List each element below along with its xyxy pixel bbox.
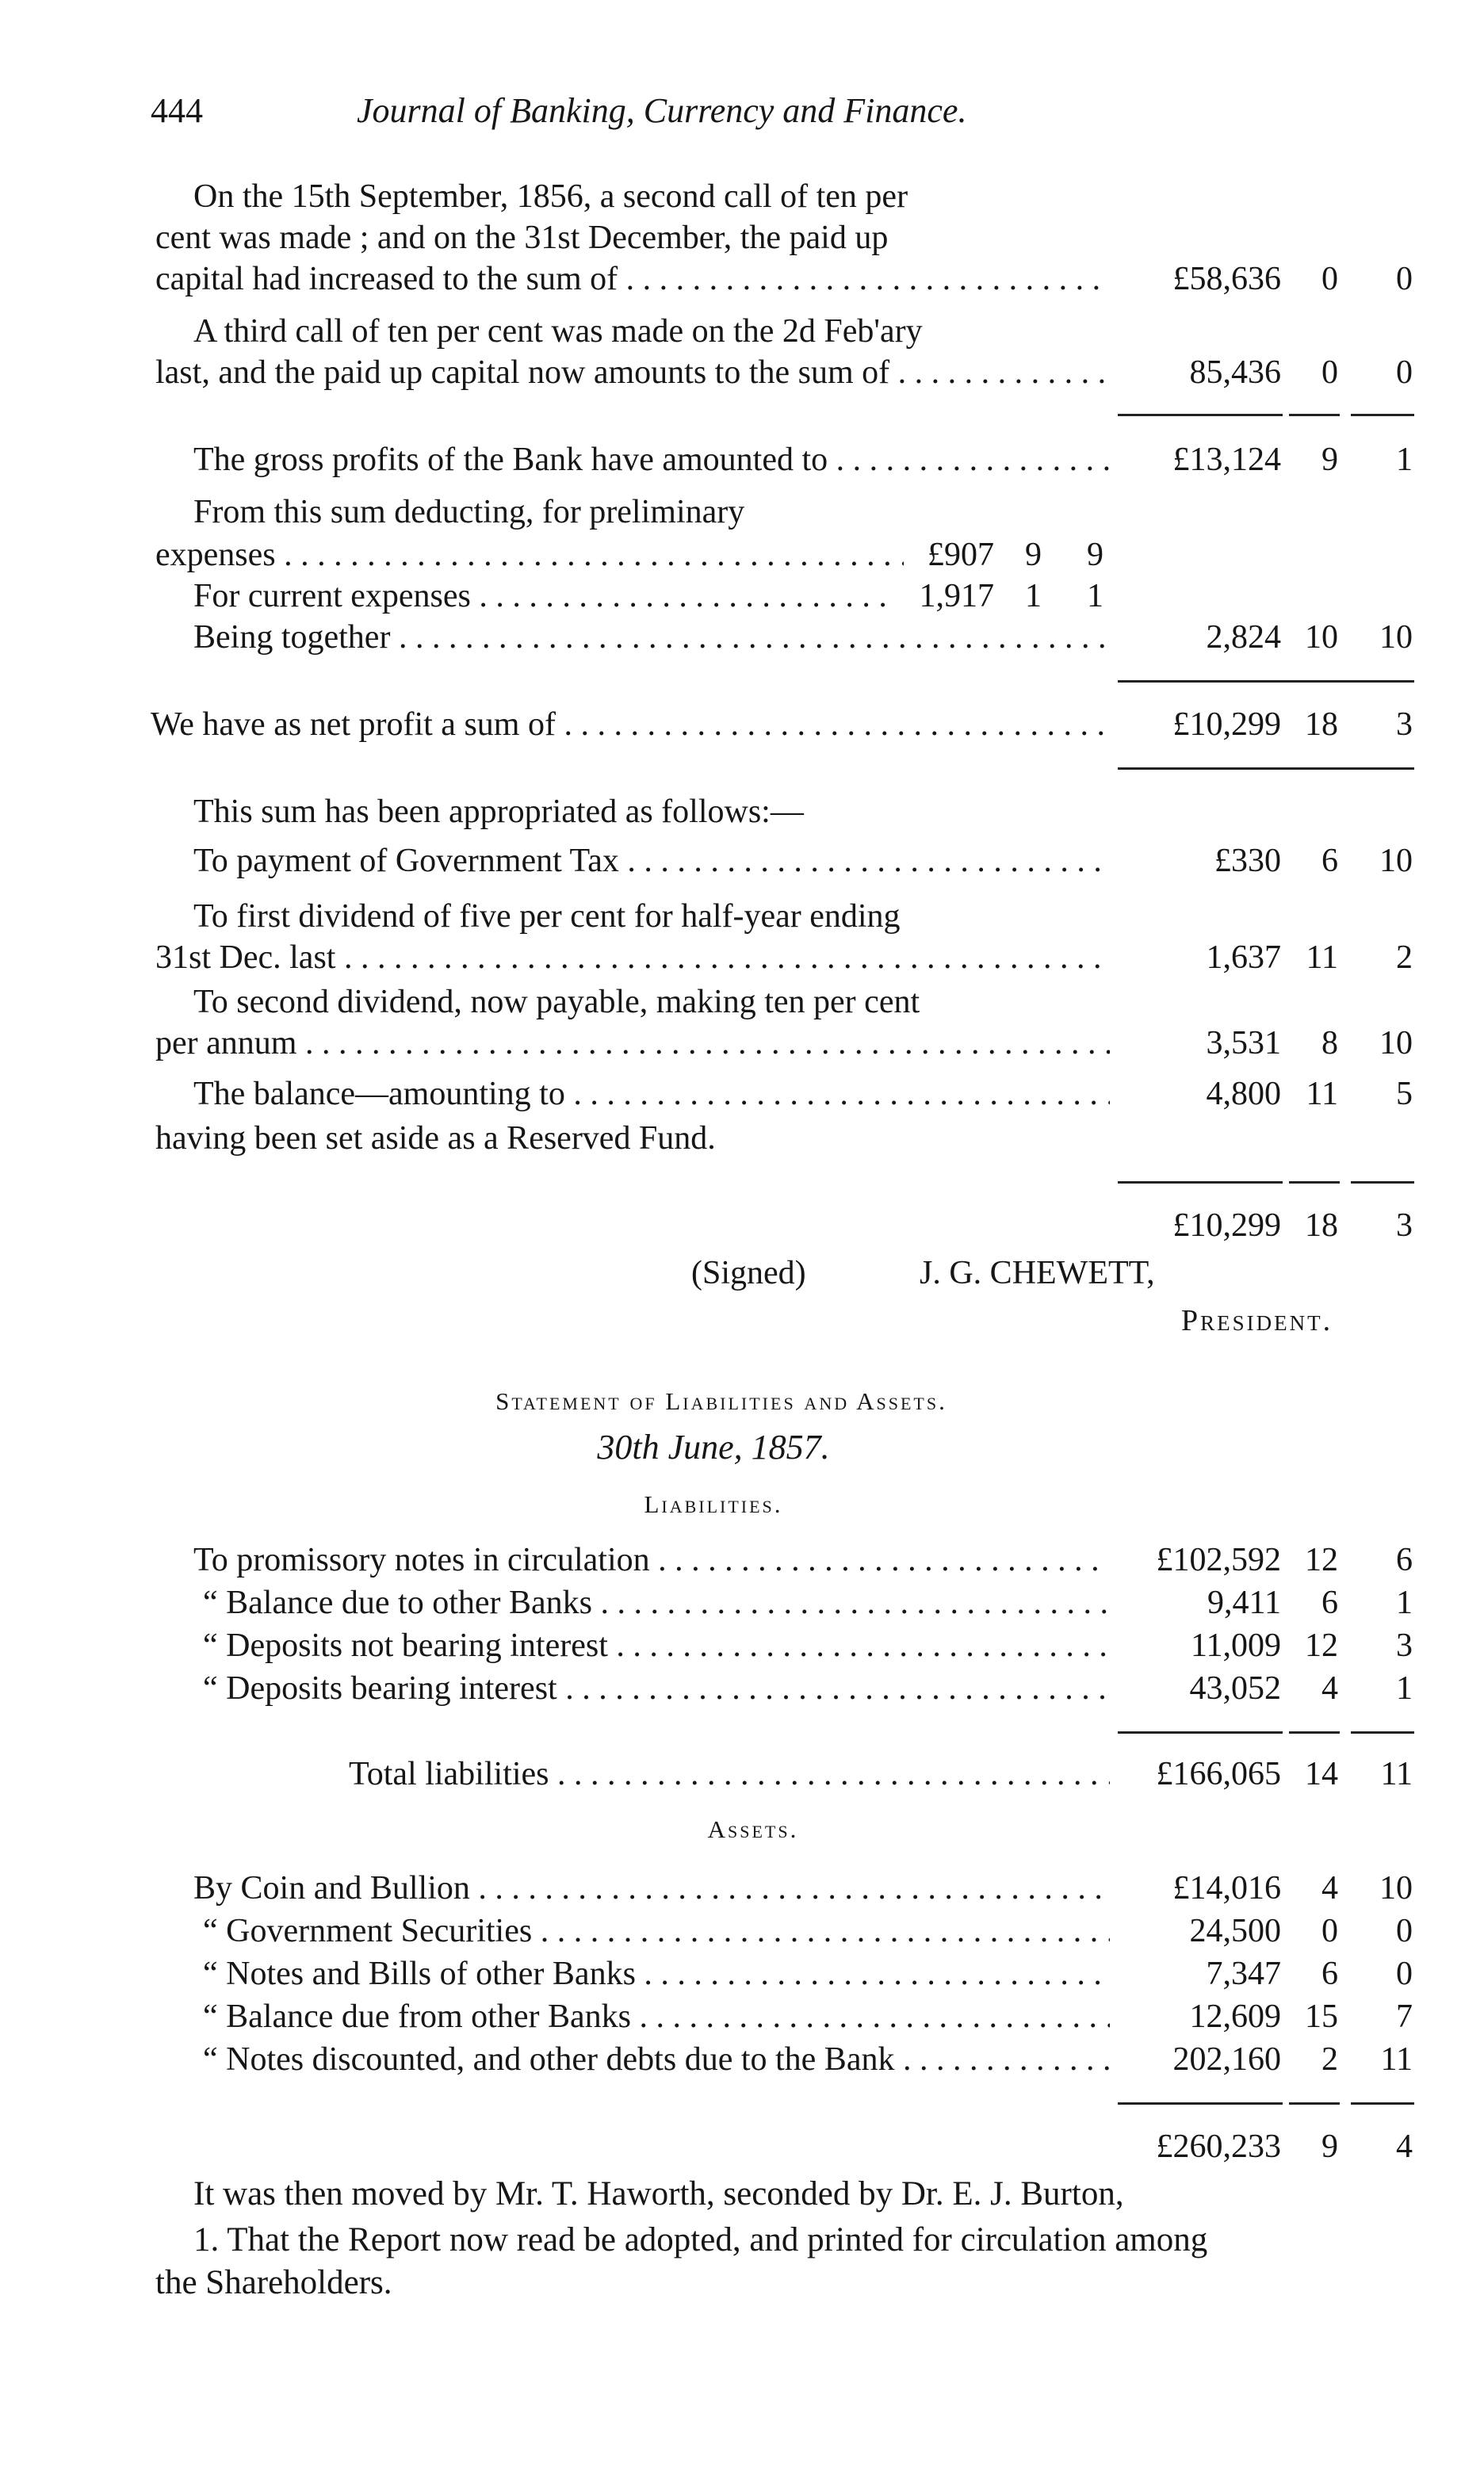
rule (1118, 414, 1283, 416)
liability-row-pence: 6 (1396, 1542, 1413, 1578)
assets-heading: Assets. (707, 1815, 799, 1843)
total-liabilities-shillings: 14 (1305, 1756, 1338, 1792)
asset-row-pounds: 24,500 (1189, 1913, 1281, 1949)
liability-row-label: To promissory notes in circulation . . . (193, 1538, 1110, 1582)
total-liabilities-pence: 11 (1380, 1756, 1413, 1792)
asset-row-label: “ Notes and Bills of other Banks . . . (203, 1952, 1110, 1996)
capital-amount-2-pence: 0 (1396, 354, 1413, 391)
gross-profits-pounds: £13,124 (1172, 442, 1281, 478)
net-profit-pence: 3 (1396, 706, 1413, 743)
being-together-pence: 10 (1379, 619, 1413, 656)
gross-profits-pence: 1 (1396, 442, 1413, 478)
tax-pence: 10 (1379, 843, 1413, 879)
liability-row-shillings: 6 (1321, 1585, 1338, 1621)
gross-profits-line: The gross profits of the Bank have amounted to . . . (193, 438, 1110, 482)
liability-row-shillings: 12 (1305, 1627, 1338, 1664)
total-liabilities-line: Total liabilities . . . (349, 1752, 1110, 1796)
total-liabilities-pounds: £166,065 (1156, 1756, 1281, 1792)
running-title: Journal of Banking, Currency and Finance. (357, 91, 967, 130)
current-expenses-pounds: 1,917 (919, 578, 994, 614)
capital-amount-2-shillings: 0 (1321, 354, 1338, 391)
balance-pence: 5 (1396, 1076, 1413, 1112)
net-profit-pounds: £10,299 (1172, 706, 1281, 743)
asset-row-pence: 0 (1396, 1913, 1413, 1949)
liability-row-pounds: 43,052 (1189, 1670, 1281, 1707)
motion-line: It was then moved by Mr. T. Haworth, seconded by Dr. E. J. Burton, (193, 2175, 1124, 2213)
asset-row-pence: 11 (1380, 2041, 1413, 2078)
asset-row-pence: 10 (1379, 1870, 1413, 1907)
first-dividend-pence: 2 (1396, 939, 1413, 976)
asset-row-label: By Coin and Bullion . . . (193, 1866, 1110, 1910)
appropriation-total-pounds: £10,299 (1172, 1207, 1281, 1244)
liability-row-pounds: 9,411 (1207, 1585, 1281, 1621)
resolution-line-1: 1. That the Report now read be adopted, and printed for circulation among (193, 2221, 1208, 2258)
rule (1351, 1181, 1414, 1184)
net-profit-line: We have as net profit a sum of . . . (151, 702, 1110, 747)
asset-row-pence: 7 (1396, 1998, 1413, 2035)
asset-row-label: “ Balance due from other Banks . . . (203, 1995, 1110, 2039)
total-assets-pence: 4 (1396, 2128, 1413, 2165)
liability-row-label: “ Deposits not bearing interest . . . (203, 1624, 1110, 1668)
rule (1118, 680, 1414, 683)
liability-row-shillings: 4 (1321, 1670, 1338, 1707)
asset-row-pounds: 7,347 (1206, 1956, 1281, 1992)
rule (1351, 1731, 1414, 1734)
tax-shillings: 6 (1321, 843, 1338, 879)
capital-line-4: A third call of ten per cent was made on the 2d Feb'ary (193, 313, 923, 350)
asset-row-shillings: 0 (1321, 1913, 1338, 1949)
asset-row-label: “ Government Securities . . . (203, 1909, 1110, 1953)
rule (1289, 414, 1340, 416)
asset-row-pounds: 12,609 (1189, 1998, 1281, 2035)
liability-row-pence: 1 (1396, 1670, 1413, 1707)
being-together-pounds: 2,824 (1206, 619, 1281, 656)
asset-row-pounds: 202,160 (1172, 2041, 1281, 2078)
rule (1118, 1731, 1283, 1734)
capital-amount-1-pounds: £58,636 (1172, 261, 1281, 297)
asset-row-pounds: £14,016 (1172, 1870, 1281, 1907)
first-dividend-line-2: 31st Dec. last . . . (155, 935, 1110, 980)
asset-row-shillings: 6 (1321, 1956, 1338, 1992)
second-dividend-line-1: To second dividend, now payable, making ten per cent (193, 984, 920, 1020)
second-dividend-pence: 10 (1379, 1025, 1413, 1061)
balance-pounds: 4,800 (1206, 1076, 1281, 1112)
total-assets-shillings: 9 (1321, 2128, 1338, 2165)
appropriation-intro: This sum has been appropriated as follows:— (193, 794, 804, 830)
asset-row-pence: 0 (1396, 1956, 1413, 1992)
capital-line-2: cent was made ; and on the 31st December, the paid up (155, 220, 889, 256)
first-dividend-line-1: To first dividend of five per cent for half-year ending (193, 898, 901, 935)
appropriation-total-shillings: 18 (1305, 1207, 1338, 1244)
asset-row-shillings: 2 (1321, 2041, 1338, 2078)
liability-row-label: “ Deposits bearing interest . . . (203, 1666, 1110, 1711)
rule (1289, 1181, 1340, 1184)
current-expenses-pence: 1 (1087, 578, 1103, 614)
balance-line: The balance—amounting to . . . (193, 1072, 1110, 1116)
liability-row-label: “ Balance due to other Banks . . . (203, 1581, 1110, 1625)
second-dividend-shillings: 8 (1321, 1025, 1338, 1061)
signatory-name: J. G. CHEWETT, (920, 1255, 1155, 1291)
reserve-line: having been set aside as a Reserved Fund. (155, 1120, 716, 1157)
appropriation-total-pence: 3 (1396, 1207, 1413, 1244)
rule (1289, 2102, 1340, 2105)
second-dividend-line-2: per annum . . . (155, 1021, 1110, 1065)
deduct-line: From this sum deducting, for preliminary (193, 494, 745, 530)
liability-row-pence: 3 (1396, 1627, 1413, 1664)
liability-row-pounds: 11,009 (1191, 1627, 1281, 1664)
gross-profits-shillings: 9 (1321, 442, 1338, 478)
rule (1118, 1181, 1283, 1184)
rule (1351, 414, 1414, 416)
current-expenses-line: For current expenses . . . (193, 574, 891, 618)
rule (1118, 767, 1414, 770)
first-dividend-shillings: 11 (1306, 939, 1338, 976)
rule (1289, 1731, 1340, 1734)
liability-row-pence: 1 (1396, 1585, 1413, 1621)
asset-row-label: “ Notes discounted, and other debts due to the Bank . . . (203, 2037, 1110, 2082)
liability-row-shillings: 12 (1305, 1542, 1338, 1578)
capital-line-1: On the 15th September, 1856, a second call of ten per (193, 178, 908, 215)
capital-line-5: last, and the paid up capital now amounts to the sum of . . . (155, 350, 1110, 395)
capital-amount-1-shillings: 0 (1321, 261, 1338, 297)
prelim-expenses-pence: 9 (1087, 537, 1103, 573)
statement-date: 30th June, 1857. (597, 1428, 830, 1467)
capital-line-3: capital had increased to the sum of . . . (155, 257, 1110, 301)
tax-pounds: £330 (1214, 843, 1281, 879)
total-assets-pounds: £260,233 (1156, 2128, 1281, 2165)
tax-line: To payment of Government Tax . . . (193, 839, 1110, 883)
asset-row-shillings: 4 (1321, 1870, 1338, 1907)
statement-heading: Statement of Liabilities and Assets. (495, 1387, 947, 1415)
being-together-line: Being together . . . (193, 615, 1110, 660)
capital-amount-2-pounds: 85,436 (1189, 354, 1281, 391)
prelim-expenses-pounds: £907 (928, 537, 994, 573)
current-expenses-shillings: 1 (1025, 578, 1042, 614)
liabilities-heading: Liabilities. (644, 1490, 783, 1518)
asset-row-shillings: 15 (1305, 1998, 1338, 2035)
balance-shillings: 11 (1306, 1076, 1338, 1112)
second-dividend-pounds: 3,531 (1206, 1025, 1281, 1061)
net-profit-shillings: 18 (1305, 706, 1338, 743)
rule (1118, 2102, 1283, 2105)
capital-amount-1-pence: 0 (1396, 261, 1413, 297)
resolution-line-2: the Shareholders. (155, 2264, 392, 2301)
prelim-expenses-shillings: 9 (1025, 537, 1042, 573)
rule (1351, 2102, 1414, 2105)
first-dividend-pounds: 1,637 (1206, 939, 1281, 976)
prelim-expenses-line: expenses . . . (155, 533, 904, 577)
signed-label: (Signed) (691, 1255, 806, 1291)
page-number: 444 (151, 91, 203, 130)
being-together-shillings: 10 (1305, 619, 1338, 656)
signatory-title: President. (1181, 1304, 1333, 1337)
liability-row-pounds: £102,592 (1156, 1542, 1281, 1578)
